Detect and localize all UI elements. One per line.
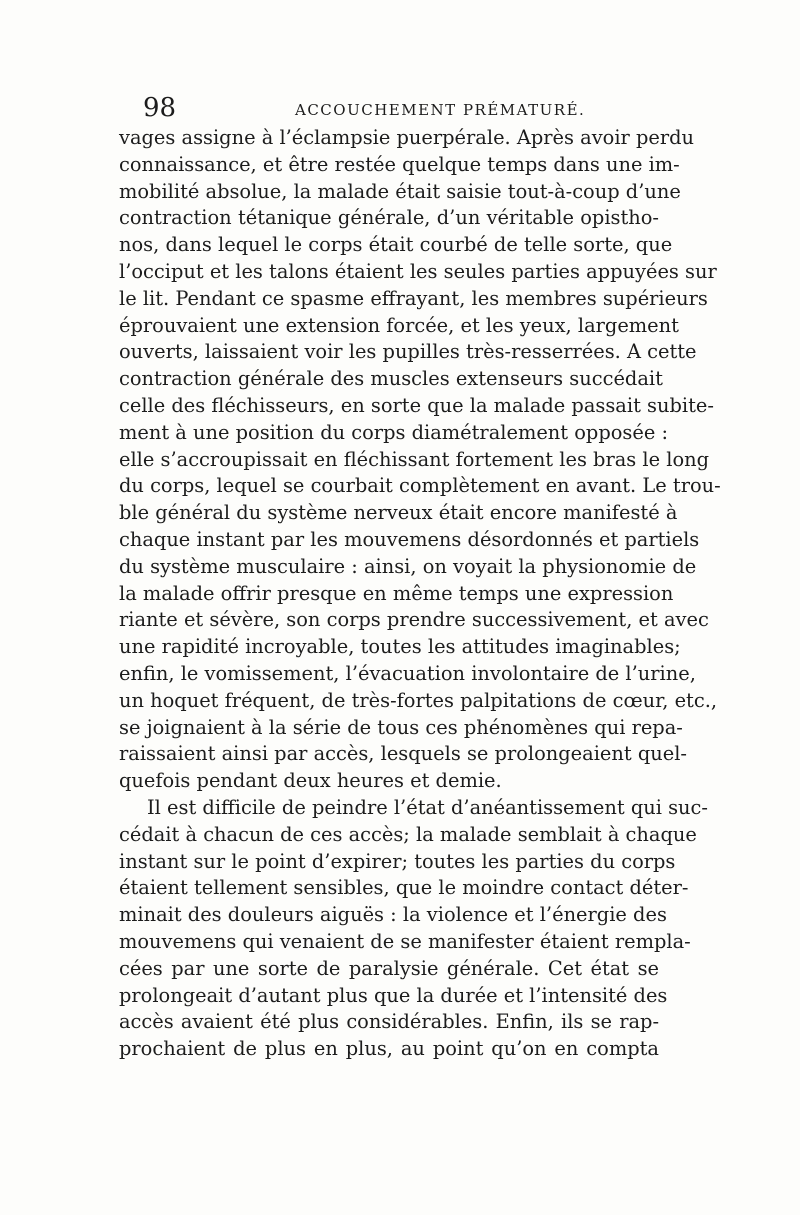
text-line: contraction tétanique générale, d’un véritable opistho- [119,206,659,230]
text-line: mobilité absolue, la malade était saisie tout-à-coup d’une [119,179,681,203]
text-line: celle des fléchisseurs, en sorte que la malade passait subite- [119,393,714,417]
page-number: 98 [143,93,177,123]
paragraph-end-line: quefois pendant deux heures et demie. [119,769,502,793]
text-line: prolongeait d’autant plus que la durée et l’intensité des [119,983,668,1007]
text-line: l’occiput et les talons étaient les seules parties appuyées sur [119,259,717,283]
text-line: chaque instant par les mouvemens désordonnés et partiels [119,527,700,551]
text-line: se joignaient à la série de tous ces phénomènes qui repa- [119,715,683,739]
text-line: le lit. Pendant ce spasme effrayant, les membres supérieurs [119,286,708,310]
text-line: éprouvaient une extension forcée, et les yeux, largement [119,313,679,337]
text-line: enfin, le vomissement, l’évacuation involontaire de l’urine, [119,661,696,685]
text-line: riante et sévère, son corps prendre successivement, et avec [119,608,709,632]
text-line: du corps, lequel se courbait complètement en avant. Le trou- [119,474,721,498]
text-line: raissaient ainsi par accès, lesquels se prolongeaient quel- [119,742,687,766]
text-line: connaissance, et être restée quelque temps dans une im- [119,152,680,176]
text-line: elle s’accroupissait en fléchissant fortement les bras le long [119,447,710,471]
text-line: cées par une sorte de paralysie générale. Cet état se [119,956,659,980]
text-line: cédait à chacun de ces accès; la malade semblait à chaque [119,822,697,846]
text-line: vages assigne à l’éclampsie puerpérale. Après avoir perdu [119,126,695,149]
text-line: étaient tellement sensibles, que le moindre contact déter- [119,876,689,900]
text-line: un hoquet fréquent, de très-fortes palpitations de cœur, etc., [119,688,718,712]
body-text [119,125,721,1063]
text-line: minait des douleurs aiguës : la violence et l’énergie des [119,903,667,927]
text-line: une rapidité incroyable, toutes les attitudes imaginables; [119,635,681,659]
text-line: instant sur le point d’expirer; toutes les parties du corps [119,849,676,873]
text-line: la malade offrir presque en même temps une expression [119,581,674,605]
running-head [133,93,673,123]
text-line: nos, dans lequel le corps était courbé de telle sorte, que [119,233,673,257]
text-line: ouverts, laissaient voir les pupilles très-resserrées. A cette [119,340,697,364]
text-line: mouvemens qui venaient de se manifester étaient rempla- [119,929,691,953]
text-line: ble général du système nerveux était encore manifesté à [119,501,678,525]
text-line: prochaient de plus en plus, au point qu’on en compta [119,1037,659,1061]
text-line: du système musculaire : ainsi, on voyait la physionomie de [119,554,697,578]
paragraph-start-line: Il est difficile de peindre l’état d’anéantissement qui suc- [147,795,708,819]
text-line: ment à une position du corps diamétralement opposée : [119,420,669,444]
text-line: contraction générale des muscles extenseurs succédait [119,367,663,391]
text-line: accès avaient été plus considérables. Enfin, ils se rap- [119,1010,659,1034]
running-title: ACCOUCHEMENT PRÉMATURÉ. [295,101,586,119]
